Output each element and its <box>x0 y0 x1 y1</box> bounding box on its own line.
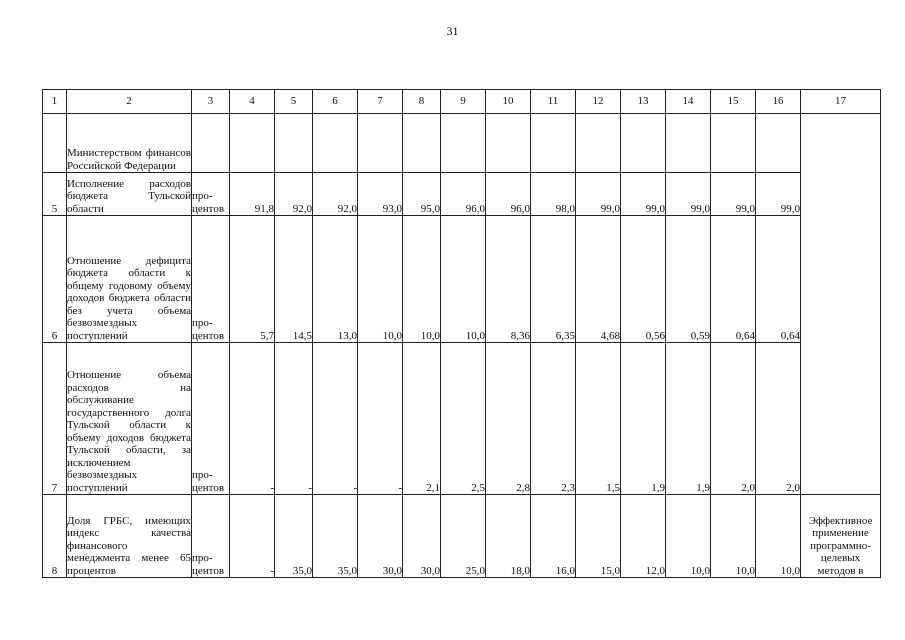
value-cell: 30,0 <box>403 495 441 578</box>
value-cell: 99,0 <box>756 173 801 216</box>
table-row <box>43 216 881 343</box>
empty-cell <box>403 114 441 173</box>
empty-cell <box>230 114 275 173</box>
value-cell: 8,36 <box>486 216 531 343</box>
row-number-cell: 8 <box>43 495 67 578</box>
value-cell: 93,0 <box>358 173 403 216</box>
value-cell: 0,64 <box>711 216 756 343</box>
empty-cell <box>275 114 313 173</box>
value-cell: 14,5 <box>275 216 313 343</box>
value-cell: 4,68 <box>576 216 621 343</box>
indicator-name-cell: Исполнение расходов бюджета Тульской области <box>67 173 192 216</box>
value-cell: - <box>230 495 275 578</box>
value-cell: 98,0 <box>531 173 576 216</box>
empty-cell <box>711 114 756 173</box>
value-cell: - <box>230 343 275 495</box>
column-header: 9 <box>441 90 486 114</box>
empty-cell <box>756 114 801 173</box>
column-header: 2 <box>67 90 192 114</box>
note-cell: Эффективное применение программно-целевых методов в <box>801 495 881 578</box>
indicator-name-cell: Доля ГРБС, имеющих индекс качества финансового менеджмента менее 65 процентов <box>67 495 192 578</box>
column-header: 14 <box>666 90 711 114</box>
table-row <box>43 343 881 495</box>
table-row <box>43 173 881 216</box>
row-number-cell: 7 <box>43 343 67 495</box>
value-cell: 92,0 <box>313 173 358 216</box>
value-cell: 96,0 <box>486 173 531 216</box>
value-cell: 95,0 <box>403 173 441 216</box>
value-cell: 2,0 <box>756 343 801 495</box>
unit-cell: про-центов <box>192 173 230 216</box>
value-cell: 2,0 <box>711 343 756 495</box>
value-cell: 16,0 <box>531 495 576 578</box>
value-cell: 99,0 <box>666 173 711 216</box>
column-header: 11 <box>531 90 576 114</box>
value-cell: 99,0 <box>621 173 666 216</box>
value-cell: 1,9 <box>666 343 711 495</box>
column-header: 15 <box>711 90 756 114</box>
column-header: 7 <box>358 90 403 114</box>
page-number: 31 <box>446 24 459 38</box>
empty-cell <box>621 114 666 173</box>
column-header: 10 <box>486 90 531 114</box>
value-cell: 0,56 <box>621 216 666 343</box>
value-cell: 0,59 <box>666 216 711 343</box>
table-row <box>43 495 881 578</box>
unit-cell: про-центов <box>192 343 230 495</box>
value-cell: 91,8 <box>230 173 275 216</box>
value-cell: 10,0 <box>711 495 756 578</box>
column-header: 1 <box>43 90 67 114</box>
value-cell: - <box>275 343 313 495</box>
row-number-cell: 5 <box>43 173 67 216</box>
value-cell: 0,64 <box>756 216 801 343</box>
column-header: 17 <box>801 90 881 114</box>
column-header: 4 <box>230 90 275 114</box>
value-cell: 2,1 <box>403 343 441 495</box>
column-header: 16 <box>756 90 801 114</box>
value-cell: 30,0 <box>358 495 403 578</box>
column-header: 6 <box>313 90 358 114</box>
value-cell: 2,8 <box>486 343 531 495</box>
column-header: 5 <box>275 90 313 114</box>
table-row <box>43 114 881 173</box>
empty-cell <box>441 114 486 173</box>
value-cell: 15,0 <box>576 495 621 578</box>
row-number-cell <box>43 114 67 173</box>
value-cell: 2,5 <box>441 343 486 495</box>
value-cell: 18,0 <box>486 495 531 578</box>
value-cell: 10,0 <box>358 216 403 343</box>
unit-cell: про-центов <box>192 495 230 578</box>
empty-cell <box>192 114 230 173</box>
value-cell: 2,3 <box>531 343 576 495</box>
value-cell: 96,0 <box>441 173 486 216</box>
value-cell: - <box>313 343 358 495</box>
value-cell: 92,0 <box>275 173 313 216</box>
value-cell: 35,0 <box>275 495 313 578</box>
header-row <box>43 90 881 114</box>
indicators-table <box>42 89 881 578</box>
value-cell: 10,0 <box>756 495 801 578</box>
value-cell: 13,0 <box>313 216 358 343</box>
value-cell: 99,0 <box>711 173 756 216</box>
indicator-name-cell: Министерством финансов Российской Федерации <box>67 114 192 173</box>
value-cell: 10,0 <box>403 216 441 343</box>
value-cell: 12,0 <box>621 495 666 578</box>
column-header: 8 <box>403 90 441 114</box>
unit-cell: про-центов <box>192 216 230 343</box>
note-cell <box>801 114 881 495</box>
column-header: 3 <box>192 90 230 114</box>
empty-cell <box>531 114 576 173</box>
value-cell: 25,0 <box>441 495 486 578</box>
row-number-cell: 6 <box>43 216 67 343</box>
empty-cell <box>666 114 711 173</box>
indicator-name-cell: Отношение объема расходов на обслуживание государственного долга Тульской области к объему доходов бюджета Тульской области, за исключением безвозмездных поступлений <box>67 343 192 495</box>
value-cell: 5,7 <box>230 216 275 343</box>
value-cell: 99,0 <box>576 173 621 216</box>
value-cell: 10,0 <box>441 216 486 343</box>
column-header: 12 <box>576 90 621 114</box>
value-cell: 1,5 <box>576 343 621 495</box>
indicator-name-cell: Отношение дефицита бюджета области к общему годовому объему доходов бюджета области без учета объема безвозмездных поступлений <box>67 216 192 343</box>
value-cell: - <box>358 343 403 495</box>
value-cell: 6,35 <box>531 216 576 343</box>
value-cell: 35,0 <box>313 495 358 578</box>
value-cell: 10,0 <box>666 495 711 578</box>
empty-cell <box>576 114 621 173</box>
empty-cell <box>486 114 531 173</box>
empty-cell <box>313 114 358 173</box>
value-cell: 1,9 <box>621 343 666 495</box>
column-header: 13 <box>621 90 666 114</box>
empty-cell <box>358 114 403 173</box>
